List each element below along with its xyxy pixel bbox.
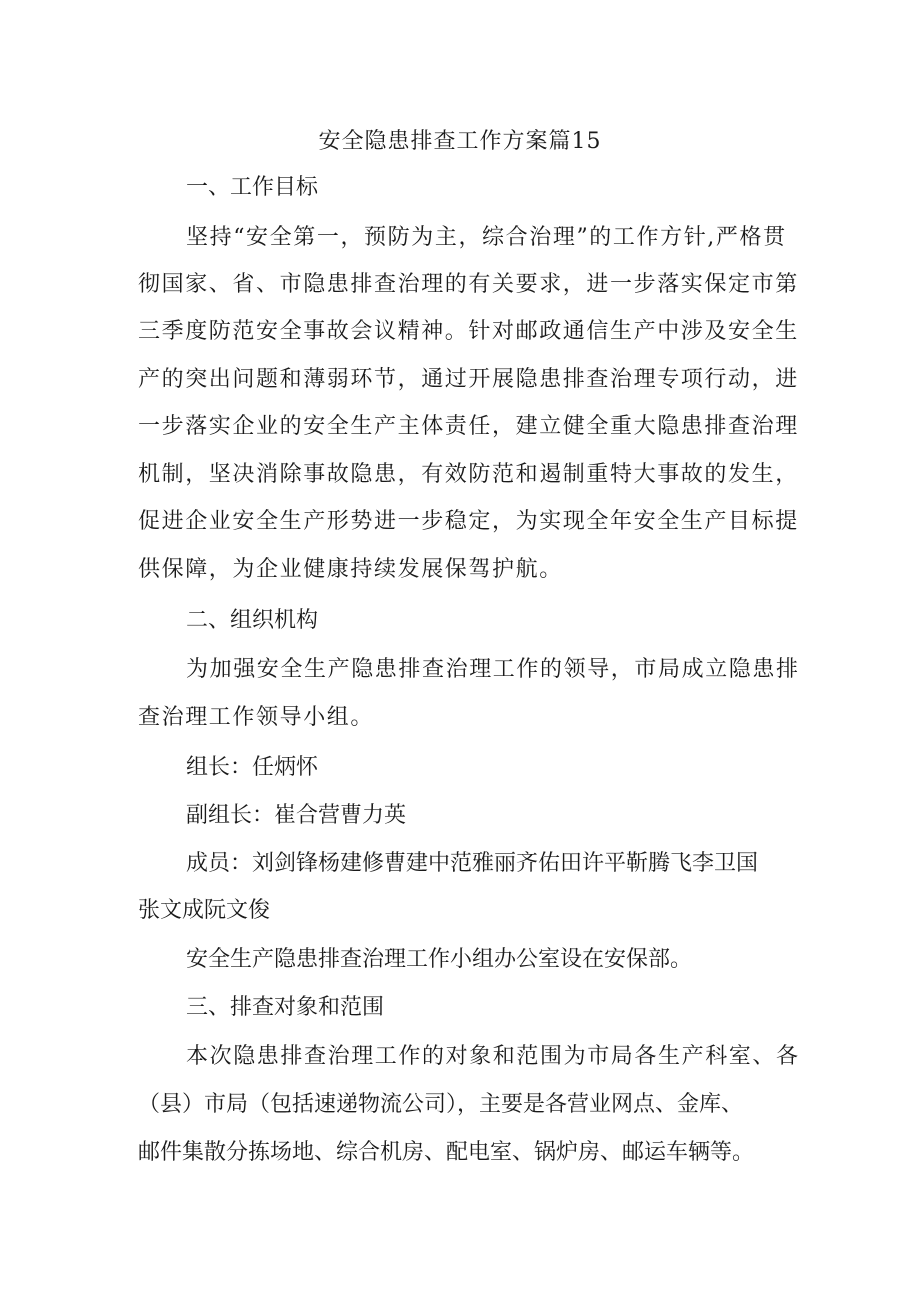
group-members-line: 张文成阮文俊 xyxy=(138,898,271,923)
paragraph-line: 查治理工作领导小组。 xyxy=(138,705,375,730)
paragraph-line: 邮件集散分拣场地、综合机房、配电室、锅炉房、邮运车辆等。 xyxy=(138,1140,755,1165)
document-title: 安全隐患排查工作方案篇15 xyxy=(318,129,602,154)
paragraph-line: 供保障，为企业健康持续发展保驾护航。 xyxy=(138,557,563,582)
paragraph-line: 本次隐患排查治理工作的对象和范围为市局各生产科室、各 xyxy=(186,1044,800,1069)
paragraph-line: 三季度防范安全事故会议精神。针对邮政通信生产中涉及安全生 xyxy=(138,319,799,344)
paragraph-line: 机制，坚决消除事故隐患，有效防范和遏制重特大事故的发生， xyxy=(138,462,799,487)
group-members-line: 成员：刘剑锋杨建修曹建中范雅丽齐佑田许平靳腾飞李卫国 xyxy=(186,851,759,876)
paragraph-line: （县）市局（包括速递物流公司），主要是各营业网点、金库、 xyxy=(138,1092,744,1117)
paragraph-line: 坚持“安全第一，预防为主，综合治理”的工作方针,严格贯 xyxy=(186,225,787,250)
section-heading-goal: 一、工作目标 xyxy=(186,175,319,200)
section-heading-scope: 三、排查对象和范围 xyxy=(186,995,385,1020)
section-heading-org: 二、组织机构 xyxy=(186,608,319,633)
paragraph-line: 产的突出问题和薄弱环节，通过开展隐患排查治理专项行动，进 xyxy=(138,367,799,392)
group-deputy-leader: 副组长：崔合营曹力英 xyxy=(186,803,407,828)
group-leader: 组长：任炳怀 xyxy=(186,755,319,780)
paragraph-line: 彻国家、省、市隐患排查治理的有关要求，进一步落实保定市第 xyxy=(138,272,799,297)
office-location: 安全生产隐患排查治理工作小组办公室设在安保部。 xyxy=(186,947,693,972)
paragraph-line: 为加强安全生产隐患排查治理工作的领导，市局成立隐患排 xyxy=(186,657,800,682)
paragraph-line: 一步落实企业的安全生产主体责任，建立健全重大隐患排查治理 xyxy=(138,414,799,439)
paragraph-line: 促进企业安全生产形势进一步稳定，为实现全年安全生产目标提 xyxy=(138,509,799,534)
